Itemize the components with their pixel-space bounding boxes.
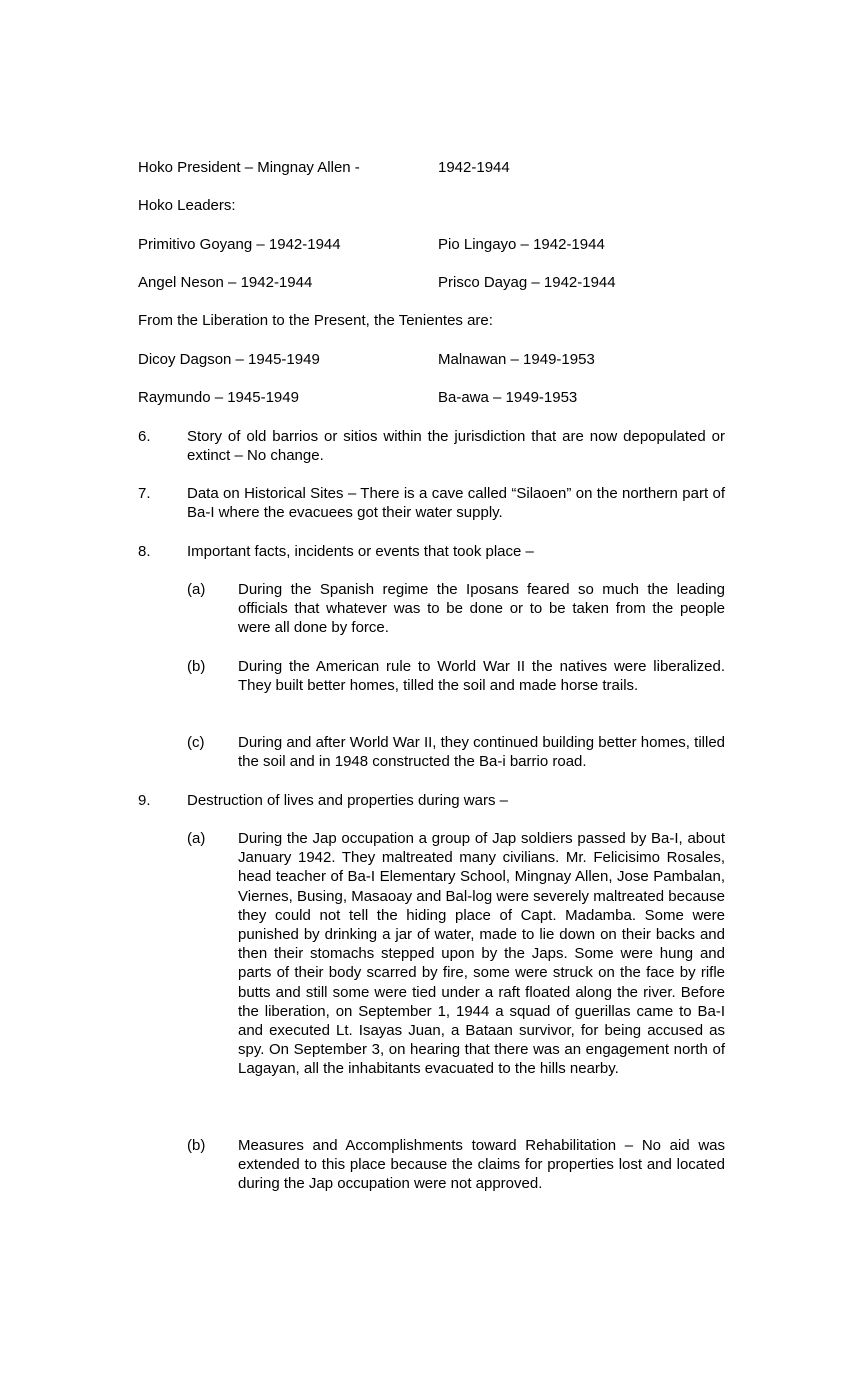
item-text: Destruction of lives and properties during wars – [187, 792, 508, 809]
president-label: Hoko President – Mingnay Allen - [138, 159, 360, 176]
subitem-text: During the American rule to World War II the natives were liberalized. They built better homes, tilled the soil and made horse trails. [238, 658, 725, 695]
subitem-text: Measures and Accomplishments toward Rehabilitation – No aid was extended to this place because the claims for properties lost and located during the Jap occupation were not approved. [238, 1137, 725, 1193]
item-text: Data on Historical Sites – There is a cave called “Silaoen” on the northern part of Ba-I where the evacuees got their water supply. [187, 485, 725, 522]
item-number: 7. [138, 485, 151, 502]
president-years: 1942-1944 [438, 159, 510, 176]
subitem-label: (a) [187, 830, 206, 847]
teniente-entry: Ba-awa – 1949-1953 [438, 389, 578, 406]
subitem-text: During the Jap occupation a group of Jap soldiers passed by Ba-I, about January 1942. They maltreated many civilians. Mr. Felicisimo Rosales, head teacher of Ba-I Elementary School, Mingnay Allen, Jose Pambalan, Viernes, Busing, Masaoay and Bal-log were severely maltreated because they could not tell the hiding place of Capt. Madamba. Some were punished by drinking a jar of water, made to lie down on their backs and then their stomachs stepped upon by the Japs. Some were hung and parts of their body scarred by fire, some were struck on the face by rifle butts and still some were tied under a raft floated along the river. Before the liberation, on September 1, 1944 a squad of guerillas came to Ba-I and executed Lt. Isayas Juan, a Bataan survivor, for being accused as spy. On September 3, on hearing that there was an engagement north of Lagayan, all the inhabitants evacuated to the hills nearby. [238, 830, 725, 1078]
tenientes-heading: From the Liberation to the Present, the Tenientes are: [138, 312, 493, 329]
subitem-text: During and after World War II, they continued building better homes, tilled the soil and in 1948 constructed the Ba-i barrio road. [238, 734, 725, 771]
tenientes-row [138, 350, 738, 370]
teniente-entry: Dicoy Dagson – 1945-1949 [138, 351, 320, 368]
subitem-label: (c) [187, 734, 205, 751]
leader-entry: Angel Neson – 1942-1944 [138, 274, 313, 291]
leader-entry: Pio Lingayo – 1942-1944 [438, 236, 605, 253]
president-row [138, 158, 738, 178]
leaders-row [138, 235, 738, 255]
leaders-row [138, 273, 738, 293]
subitem-text: During the Spanish regime the Iposans feared so much the leading officials that whatever was to be done or to be taken from the people were all done by force. [238, 581, 725, 637]
leader-entry: Prisco Dayag – 1942-1944 [438, 274, 616, 291]
item-text: Story of old barrios or sitios within the jurisdiction that are now depopulated or extinct – No change. [187, 428, 725, 465]
tenientes-row [138, 388, 738, 408]
leaders-heading: Hoko Leaders: [138, 197, 236, 214]
item-number: 6. [138, 428, 151, 445]
teniente-entry: Malnawan – 1949-1953 [438, 351, 595, 368]
teniente-entry: Raymundo – 1945-1949 [138, 389, 299, 406]
subitem-label: (b) [187, 1137, 206, 1154]
item-number: 8. [138, 543, 151, 560]
subitem-label: (b) [187, 658, 206, 675]
item-text: Important facts, incidents or events that took place – [187, 543, 534, 560]
item-number: 9. [138, 792, 151, 809]
leader-entry: Primitivo Goyang – 1942-1944 [138, 236, 341, 253]
subitem-label: (a) [187, 581, 206, 598]
